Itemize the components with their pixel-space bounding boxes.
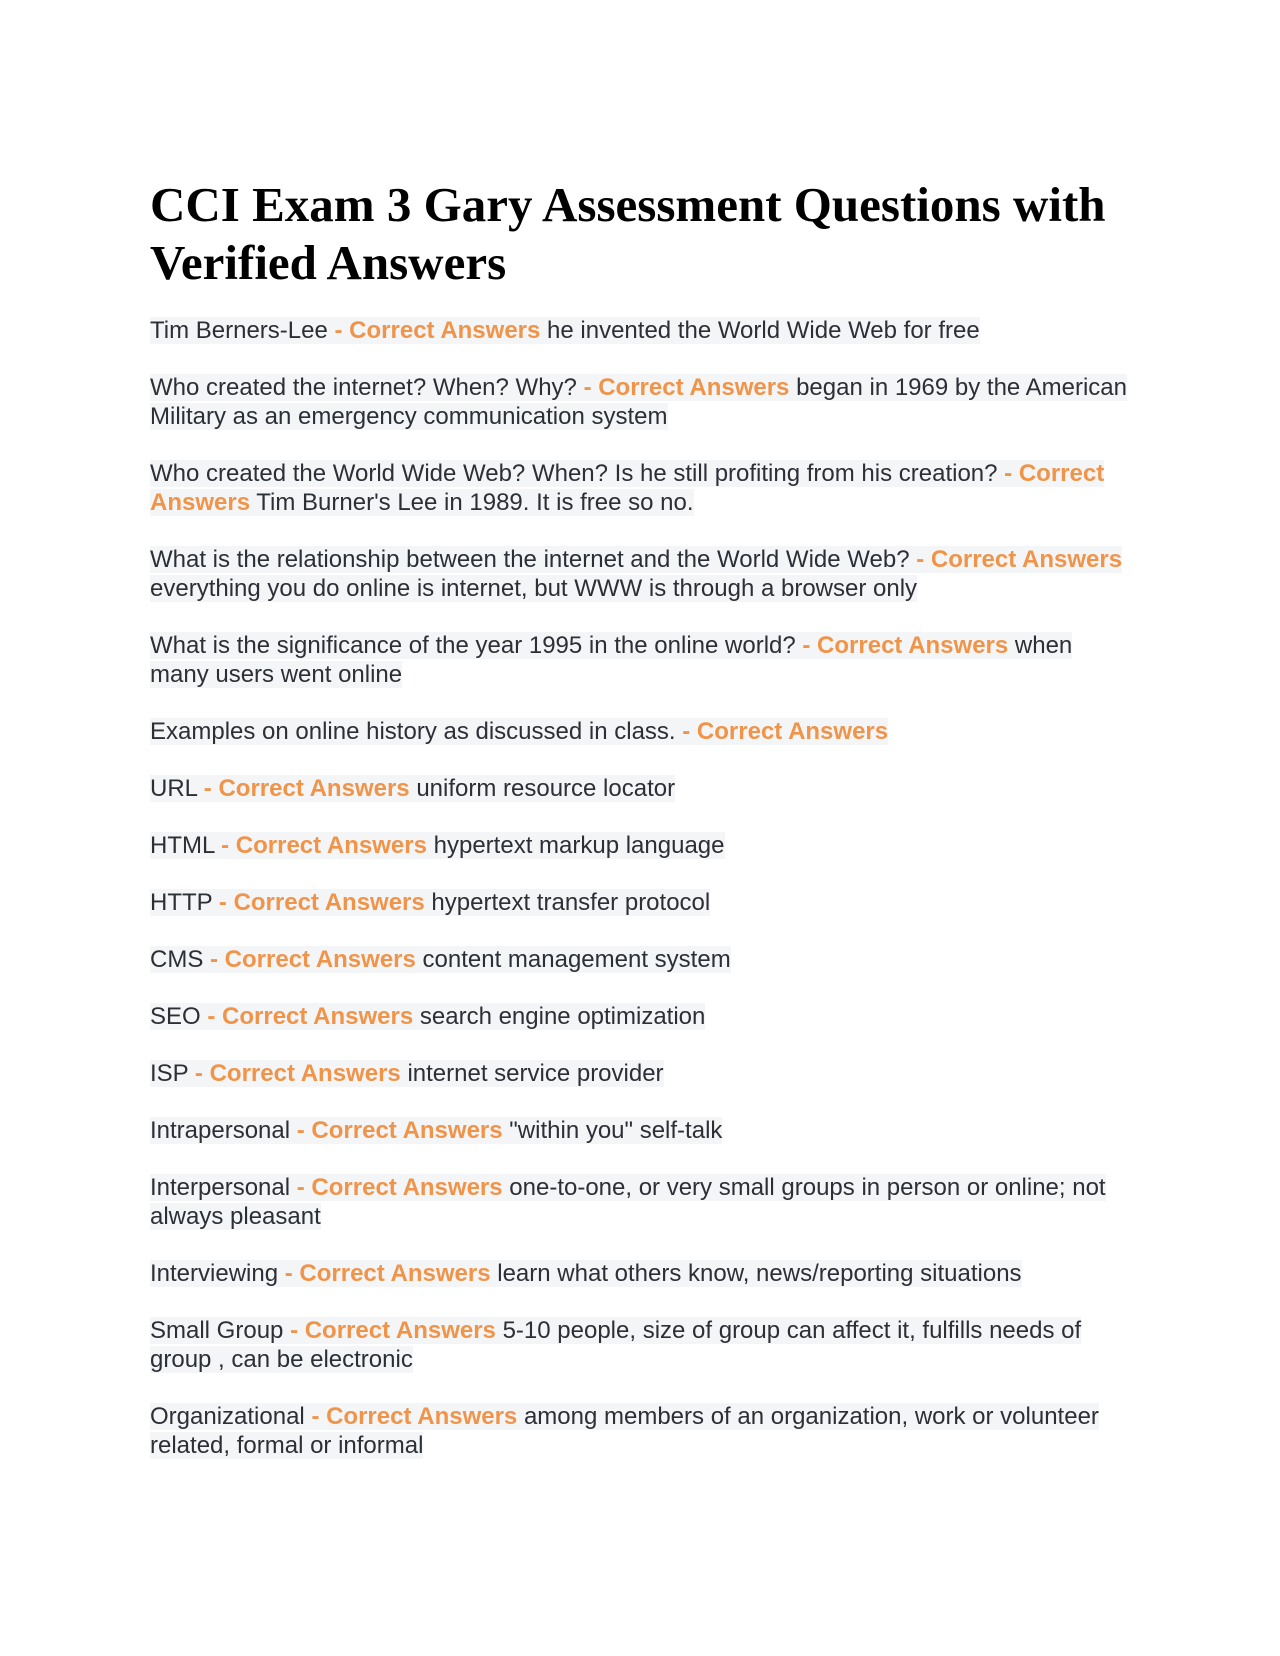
answer-text: "within you" self-talk: [509, 1117, 723, 1144]
correct-answers-label: - Correct Answers: [916, 546, 1123, 573]
answer-text: began in 1969 by the American Military as an emergency communication system: [150, 374, 1127, 430]
correct-answers-label: - Correct Answers: [682, 718, 889, 745]
answer-text: 5-10 people, size of group can affect it, fulfills needs of group , can be electronic: [150, 1317, 1082, 1373]
correct-answers-label: - Correct Answers: [150, 460, 1105, 516]
correct-answers-label: - Correct Answers: [296, 1174, 503, 1201]
answer-text: internet service provider: [407, 1060, 664, 1087]
answer-text: learn what others know, news/reporting situations: [497, 1260, 1022, 1287]
answer-text: everything you do online is internet, but WWW is through a browser only: [150, 575, 918, 602]
qa-item: [150, 717, 1130, 746]
qa-item: [150, 316, 1130, 345]
question-text: HTTP: [150, 889, 213, 916]
question-text: Interviewing: [150, 1260, 279, 1287]
correct-answers-label: - Correct Answers: [210, 946, 416, 973]
correct-answers-label: - Correct Answers: [334, 317, 541, 344]
correct-answers-label: - Correct Answers: [218, 889, 425, 916]
answer-text: Tim Burner's Lee in 1989. It is free so no.: [256, 489, 694, 516]
correct-answers-label: - Correct Answers: [311, 1403, 518, 1430]
answer-text: among members of an organization, work or volunteer related, formal or informal: [150, 1403, 1099, 1459]
correct-answers-label: - Correct Answers: [583, 374, 790, 401]
page-title: CCI Exam 3 Gary Assessment Questions with Verified Answers: [150, 177, 1106, 290]
correct-answers-label: - Correct Answers: [221, 832, 427, 859]
question-text: What is the significance of the year 1995 in the online world?: [150, 632, 796, 659]
qa-item: [150, 373, 1130, 431]
qa-item: [150, 1059, 1130, 1088]
answer-text: search engine optimization: [419, 1003, 706, 1030]
document-page: [150, 176, 1130, 1488]
qa-item: [150, 459, 1130, 517]
qa-item: [150, 1402, 1130, 1460]
correct-answers-label: - Correct Answers: [290, 1317, 496, 1344]
answer-text: hypertext transfer protocol: [431, 889, 711, 916]
question-text: Small Group: [150, 1317, 284, 1344]
correct-answers-label: - Correct Answers: [203, 775, 410, 802]
question-text: URL: [150, 775, 198, 802]
qa-item: [150, 1173, 1130, 1231]
qa-item: [150, 945, 1130, 974]
question-text: HTML: [150, 832, 215, 859]
answer-text: one-to-one, or very small groups in person or online; not always pleasant: [150, 1174, 1106, 1230]
qa-item: [150, 1002, 1130, 1031]
qa-item: [150, 1259, 1130, 1288]
qa-item: [150, 1116, 1130, 1145]
question-text: CMS: [150, 946, 204, 973]
question-text: Tim Berners-Lee: [150, 317, 328, 344]
answer-text: hypertext markup language: [433, 832, 725, 859]
question-text: SEO: [150, 1003, 201, 1030]
qa-item: [150, 545, 1130, 603]
qa-item: [150, 1316, 1130, 1374]
correct-answers-label: - Correct Answers: [284, 1260, 491, 1287]
correct-answers-label: - Correct Answers: [207, 1003, 414, 1030]
question-text: Who created the World Wide Web? When? Is he still profiting from his creation?: [150, 460, 998, 487]
question-text: Interpersonal: [150, 1174, 291, 1201]
question-text: ISP: [150, 1060, 189, 1087]
answer-text: uniform resource locator: [416, 775, 676, 802]
answer-text: content management system: [422, 946, 731, 973]
qa-item: [150, 631, 1130, 689]
answer-text: he invented the World Wide Web for free: [547, 317, 980, 344]
question-text: Organizational: [150, 1403, 305, 1430]
correct-answers-label: - Correct Answers: [194, 1060, 401, 1087]
answer-text: when many users went online: [150, 632, 1073, 688]
question-text: Who created the internet? When? Why?: [150, 374, 577, 401]
correct-answers-label: - Correct Answers: [296, 1117, 503, 1144]
question-text: Examples on online history as discussed in class.: [150, 718, 676, 745]
question-text: What is the relationship between the internet and the World Wide Web?: [150, 546, 910, 573]
question-text: Intrapersonal: [150, 1117, 291, 1144]
correct-answers-label: - Correct Answers: [802, 632, 1009, 659]
qa-item: [150, 774, 1130, 803]
qa-item: [150, 831, 1130, 860]
qa-item: [150, 888, 1130, 917]
